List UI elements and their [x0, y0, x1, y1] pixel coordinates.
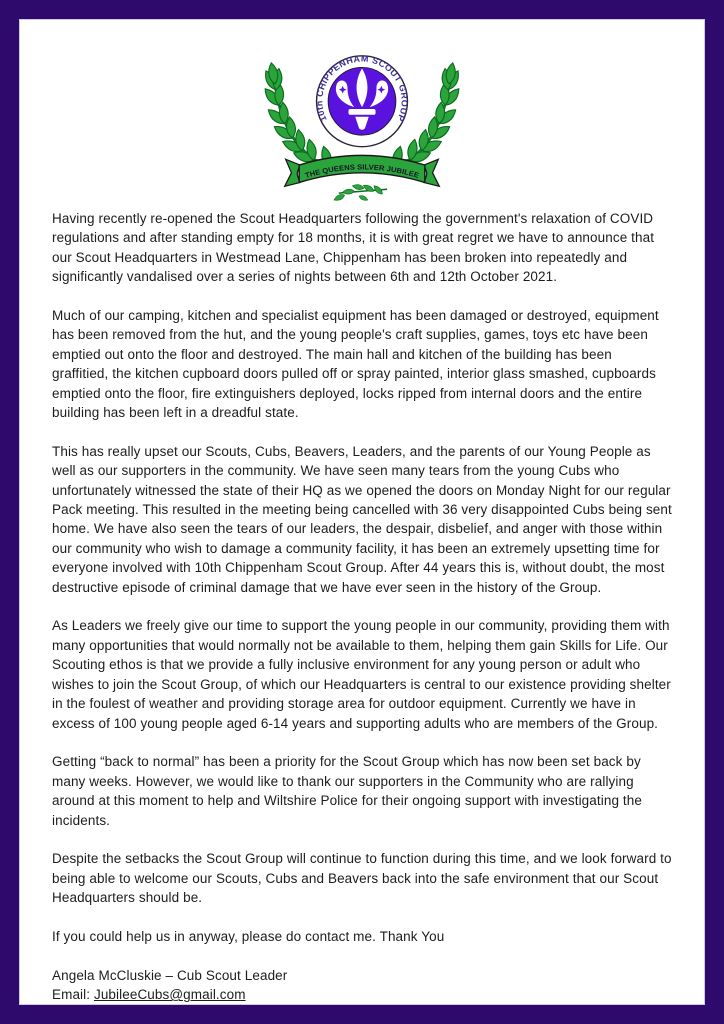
crest-arc-text: 10th CHIPPENHAM SCOUT GROUP: [314, 53, 410, 124]
scout-group-logo: [52, 45, 672, 202]
letter-body: [52, 209, 672, 1005]
letter-paragraph: Getting “back to normal” has been a priority for the Scout Group which has now been set back by many weeks. However, we would like to thank our supporters in the Community who are rallying around at this moment to help and Wiltshire Police for their ongoing support with investigating the incidents.: [52, 754, 642, 828]
letter-paragraph: Much of our camping, kitchen and specialist equipment has been damaged or destroyed, equipment has been removed from the hut, and the young people's craft supplies, games, toys etc have been emptied out onto the floor and destroyed. The main hall and kitchen of the building has been graffitied, the kitchen cupboard doors pulled off or spray painted, interior glass smashed, cupboards emptied onto the floor, fire extinguishers deployed, locks ripped from internal doors and the entire building has been left in a dreadful state.: [52, 308, 659, 421]
signature-name: Angela McCluskie – Cub Scout Leader: [52, 967, 288, 983]
banner-text: THE QUEENS SILVER JUBILEE: [303, 162, 420, 180]
email-label: Email:: [52, 987, 94, 1003]
letter-paragraph: This has really upset our Scouts, Cubs, Beavers, Leaders, and the parents of our Young People as well as our supporters in the community. We have seen many tears from the young Cubs who unfortunately witnessed the state of their HQ as we opened the doors on Monday Night for our regular Pack meeting. This resulted in the meeting being cancelled with 36 very disappointed Cubs being sent home. We have also seen the tears of our leaders, the despair, disbelief, and anger with those within our community who wish to damage a community facility, it has been an extremely upsetting time for everyone involved with 10th Chippenham Scout Group. After 44 years this is, without doubt, the most destructive episode of criminal damage that we have ever seen in the history of the Group.: [52, 443, 672, 595]
letter-page: [19, 19, 705, 1005]
letter-help-line: If you could help us in anyway, please do contact me. Thank You: [52, 928, 445, 944]
scout-crest-icon: [246, 45, 478, 202]
letter-paragraph: Having recently re-opened the Scout Headquarters following the government's relaxation of COVID regulations and after standing empty for 18 months, it is with great regret we have to announce that our Scout Headquarters in Westmead Lane, Chippenham has been broken into repeatedly and significantly vandalised over a series of nights between 6th and 12th October 2021.: [52, 211, 655, 285]
sprig-icon: [333, 183, 387, 202]
letter-paragraph: As Leaders we freely give our time to support the young people in our community, providing them with many opportunities that would normally not be available to them, helping them gain Skills for Life. Our Scouting ethos is that we provide a fully inclusive environment for any young person or adult who wishes to join the Scout Group, of which our Headquarters is central to our existence providing shelter in the foulest of weather and providing storage area for outdoor equipment. Currently we have in excess of 100 young people aged 6-14 years and supporting adults who are members of the Group.: [52, 618, 671, 731]
email-link[interactable]: JubileeCubs@gmail.com: [93, 987, 246, 1003]
signature-email-line: [52, 985, 672, 1004]
letter-paragraph: Despite the setbacks the Scout Group will continue to function during this time, and we look forward to being able to welcome our Scouts, Cubs and Beavers back into the safe environment that our Scout Headquarters should be.: [52, 851, 672, 906]
